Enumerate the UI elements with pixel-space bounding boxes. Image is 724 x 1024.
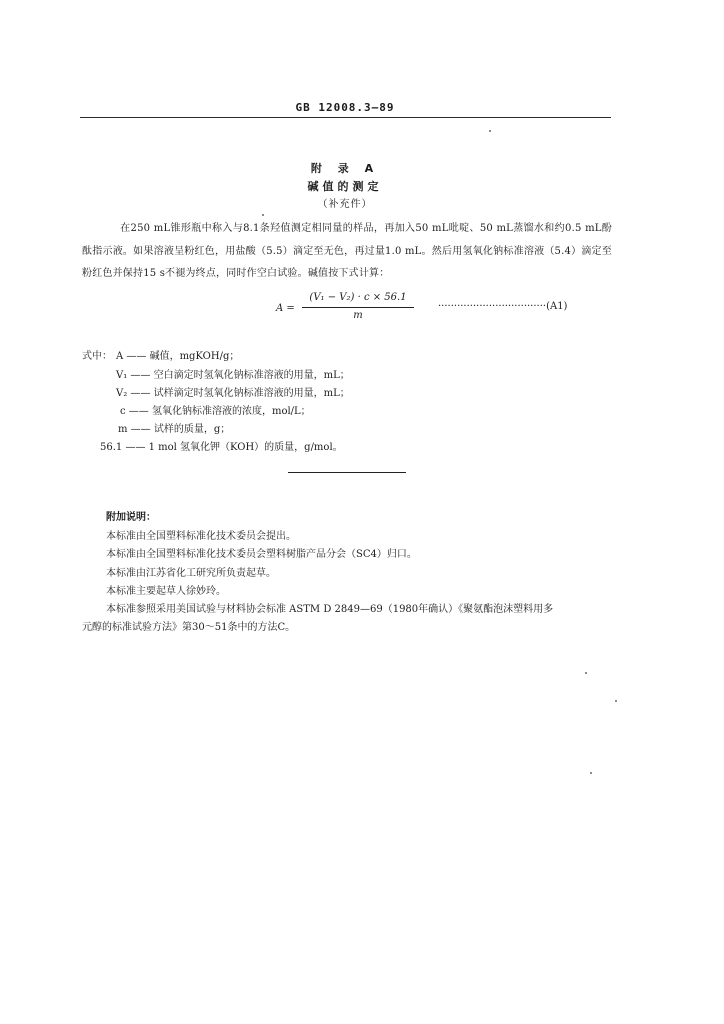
scan-speck xyxy=(615,700,617,702)
formula-number: ··································(A1) xyxy=(438,301,568,312)
scan-speck xyxy=(262,214,264,216)
fraction-bar xyxy=(302,307,414,308)
note-line: 本标准主要起草人徐妙玲。 xyxy=(106,586,226,597)
notes-heading: 附加说明： xyxy=(106,512,156,523)
formula-numerator: (V₁ − V₂) · c × 56.1 xyxy=(309,292,407,303)
body-paragraph-text: 在250 mL锥形瓶中称入与8.1条羟值测定相同量的样品，再加入50 mL吡啶、50 mL蒸馏水和约0.5 mL酚酞指示液。如果溶液呈粉红色，用盐酸（5.5）滴定至无色，再过量1.0 mL。然后用氢氧化钠标准溶液（5.4）滴定至粉红色并保持15 s不褪为终点，同时作空白试验。碱值按下式计算： xyxy=(82,223,612,279)
note-line: 本标准参照采用美国试验与材料协会标准 ASTM D 2849—69（1980年确认）《聚氨酯泡沫塑料用多 xyxy=(106,604,554,615)
appendix-subtitle: 碱值的测定 xyxy=(307,180,383,193)
note-line: 本标准由全国塑料标准化技术委员会塑料树脂产品分会（SC4）归口。 xyxy=(106,549,417,560)
scan-speck xyxy=(590,772,592,774)
appendix-title: 附 录 A xyxy=(310,162,380,175)
formula-denominator: m xyxy=(353,310,363,321)
variable-item: c —— 氢氧化钠标准溶液的浓度，mol/L； xyxy=(120,406,311,417)
formula-lhs: A = xyxy=(276,303,295,314)
variable-item: 56.1 —— 1 mol 氢氧化钾（KOH）的质量，g/mol。 xyxy=(100,442,343,453)
variable-item: m —— 试样的质量，g； xyxy=(118,424,231,435)
header-rule xyxy=(80,117,611,118)
scan-speck xyxy=(489,130,491,132)
body-paragraph xyxy=(82,218,612,286)
note-line: 元醇的标准试验方法》第30～51条中的方法C。 xyxy=(82,622,296,633)
section-divider xyxy=(288,472,406,473)
variable-item: A —— 碱值，mgKOH/g； xyxy=(116,351,240,362)
scan-speck xyxy=(585,672,587,674)
variables-intro: 式中： xyxy=(82,351,112,362)
note-line: 本标准由全国塑料标准化技术委员会提出。 xyxy=(106,531,296,542)
variable-item: V₂ —— 试样滴定时氢氧化钠标准溶液的用量，mL； xyxy=(116,388,350,399)
variable-item: V₁ —— 空白滴定时氢氧化钠标准溶液的用量，mL； xyxy=(116,370,350,381)
note-line: 本标准由江苏省化工研究所负责起草。 xyxy=(106,568,276,579)
standard-number: GB 12008.3—89 xyxy=(295,101,395,114)
appendix-note: （补充件） xyxy=(317,199,373,210)
